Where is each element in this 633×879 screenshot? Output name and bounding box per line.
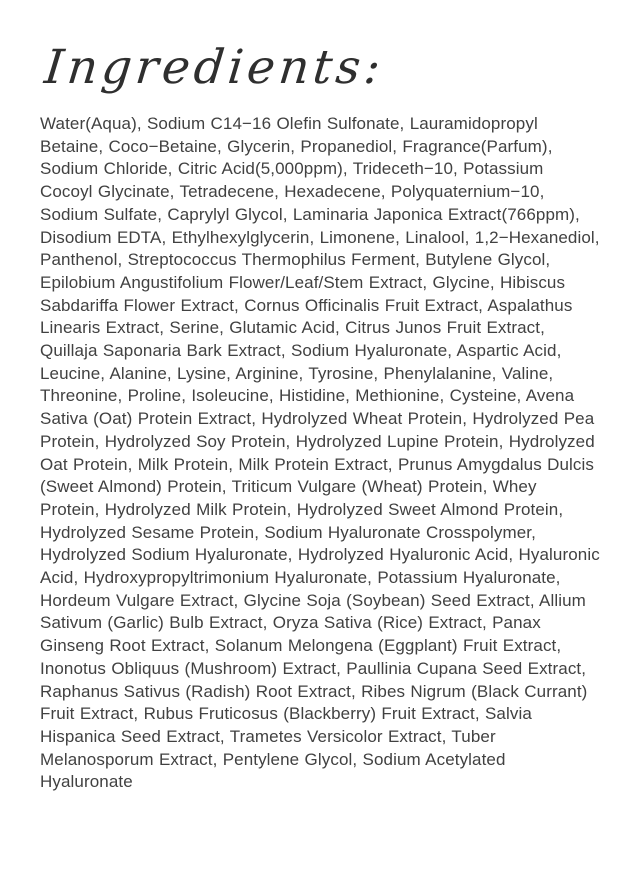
- page-title: Ingredients:: [42, 40, 388, 95]
- ingredients-list: Water(Aqua), Sodium C14−16 Olefin Sulfonate, Lauramidopropyl Betaine, Coco−Betaine, Glycerin, Propanediol, Fragrance(Parfum), Sodium Chloride, Citric Acid(5,000ppm), Trideceth−10, Potassium Cocoyl Glycinate, Tetradecene, Hexadecene, Polyquaternium−10, Sodium Sulfate, Caprylyl Glycol, Laminaria Japonica Extract(766ppm), Disodium EDTA, Ethylhexylglycerin, Limonene, Linalool, 1,2−Hexanediol, Panthenol, Streptococcus Thermophilus Ferment, Butylene Glycol, Epilobium Angustifolium Flower/Leaf/Stem Extract, Glycine, Hibiscus Sabdariffa Flower Extract, Cornus Officinalis Fruit Extract, Aspalathus Linearis Extract, Serine, Glutamic Acid, Citrus Junos Fruit Extract, Quillaja Saponaria Bark Extract, Sodium Hyaluronate, Aspartic Acid, Leucine, Alanine, Lysine, Arginine, Tyrosine, Phenylalanine, Valine, Threonine, Proline, Isoleucine, Histidine, Methionine, Cysteine, Avena Sativa (Oat) Protein Extract, Hydrolyzed Wheat Protein, Hydrolyzed Pea Protein, Hydrolyzed Soy Protein, Hydrolyzed Lupine Protein, Hydrolyzed Oat Protein, Milk Protein, Milk Protein Extract, Prunus Amygdalus Dulcis (Sweet Almond) Protein, Triticum Vulgare (Wheat) Protein, Whey Protein, Hydrolyzed Milk Protein, Hydrolyzed Sweet Almond Protein, Hydrolyzed Sesame Protein, Sodium Hyaluronate Crosspolymer, Hydrolyzed Sodium Hyaluronate, Hydrolyzed Hyaluronic Acid, Hyaluronic Acid, Hydroxypropyltrimonium Hyaluronate, Potassium Hyaluronate, Hordeum Vulgare Extract, Glycine Soja (Soybean) Seed Extract, Allium Sativum (Garlic) Bulb Extract, Oryza Sativa (Rice) Extract, Panax Ginseng Root Extract, Solanum Melongena (Eggplant) Fruit Extract, Inonotus Obliquus (Mushroom) Extract, Paullinia Cupana Seed Extract, Raphanus Sativus (Radish) Root Extract, Ribes Nigrum (Black Currant) Fruit Extract, Rubus Fruticosus (Blackberry) Fruit Extract, Salvia Hispanica Seed Extract, Trametes Versicolor Extract, Tuber Melanosporum Extract, Pentylene Glycol, Sodium Acetylated Hyaluronate: [40, 114, 600, 792]
